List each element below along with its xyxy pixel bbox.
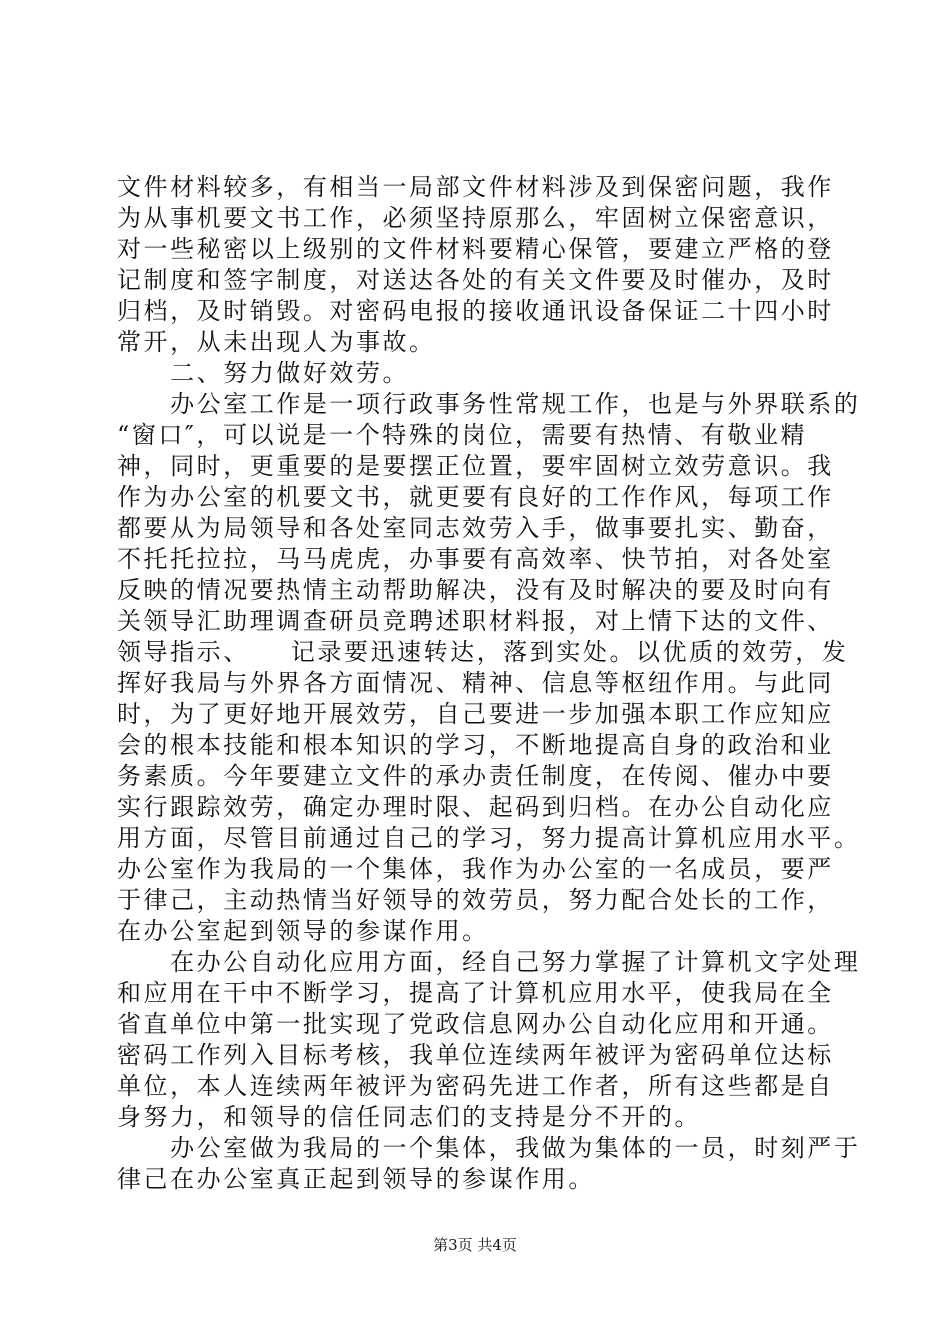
text-line: 归档，及时销毁。对密码电报的接收通讯设备保证二十四小时 <box>117 297 834 325</box>
text-line: 都要从为局领导和各处室同志效劳入手，做事要扎实、勤奋， <box>117 514 834 542</box>
text-line: 文件材料较多，有相当一局部文件材料涉及到保密问题，我作 <box>117 173 834 201</box>
text-line: 办公室作为我局的一个集体，我作为办公室的一名成员，要严 <box>117 855 834 883</box>
text-line: 作为办公室的机要文书，就更要有良好的工作作风，每项工作 <box>117 483 834 511</box>
text-line: 时，为了更好地开展效劳，自己要进一步加强本职工作应知应 <box>117 700 834 728</box>
text-line: 实行跟踪效劳，确定办理时限、起码到归档。在办公自动化应 <box>117 793 834 821</box>
text-line: 办公室做为我局的一个集体，我做为集体的一员，时刻严于 <box>117 1134 861 1162</box>
text-line: 办公室工作是一项行政事务性常规工作，也是与外界联系的 <box>117 390 861 418</box>
text-line: 会的根本技能和根本知识的学习，不断地提高自身的政治和业 <box>117 731 834 759</box>
text-line: 律己在办公室真正起到领导的参谋作用。 <box>117 1165 595 1193</box>
text-line: 省直单位中第一批实现了党政信息网办公自动化应用和开通。 <box>117 1010 834 1038</box>
document-body <box>117 172 861 1195</box>
page-number-footer: 第3页 共4页 <box>433 1236 517 1254</box>
text-line: 为从事机要文书工作，必须坚持原那么，牢固树立保密意识， <box>117 204 834 232</box>
text-line: 于律己，主动热情当好领导的效劳员，努力配合处长的工作， <box>117 886 834 914</box>
text-line: 密码工作列入目标考核，我单位连续两年被评为密码单位达标 <box>117 1041 834 1069</box>
text-line: 身努力，和领导的信任同志们的支持是分不开的。 <box>117 1103 702 1131</box>
text-line: 在办公自动化应用方面，经自己努力掌握了计算机文字处理 <box>117 948 861 976</box>
text-line: 单位，本人连续两年被评为密码先进工作者，所有这些都是自 <box>117 1072 834 1100</box>
text-line: 在办公室起到领导的参谋作用。 <box>117 917 489 945</box>
text-line: 反映的情况要热情主动帮助解决，没有及时解决的要及时向有 <box>117 576 834 604</box>
text-line: 对一些秘密以上级别的文件材料要精心保管，要建立严格的登 <box>117 235 834 263</box>
text-line: 挥好我局与外界各方面情况、精神、信息等枢纽作用。与此同 <box>117 669 834 697</box>
text-line: 关领导汇助理调查研员竞聘述职材料报，对上情下达的文件、 <box>117 607 834 635</box>
text-line: 务素质。今年要建立文件的承办责任制度，在传阅、催办中要 <box>117 762 834 790</box>
text-line: 神，同时，更重要的是要摆正位置，要牢固树立效劳意识。我 <box>117 452 834 480</box>
text-line: 和应用在干中不断学习，提高了计算机应用水平，使我局在全 <box>117 979 834 1007</box>
text-line: 用方面，尽管目前通过自己的学习，努力提高计算机应用水平。 <box>117 824 861 852</box>
text-line: 记制度和签字制度，对送达各处的有关文件要及时催办，及时 <box>117 266 834 294</box>
text-line: 领导指示、 记录要迅速转达，落到实处。以优质的效劳，发 <box>117 638 849 666</box>
section-heading: 二、努力做好效劳。 <box>117 359 410 387</box>
text-line: 常开，从未出现人为事故。 <box>117 328 436 356</box>
text-line: “窗口″，可以说是一个特殊的岗位，需要有热情、有敬业精 <box>117 421 808 449</box>
text-line: 不托托拉拉，马马虎虎，办事要有高效率、快节拍，对各处室 <box>117 545 834 573</box>
